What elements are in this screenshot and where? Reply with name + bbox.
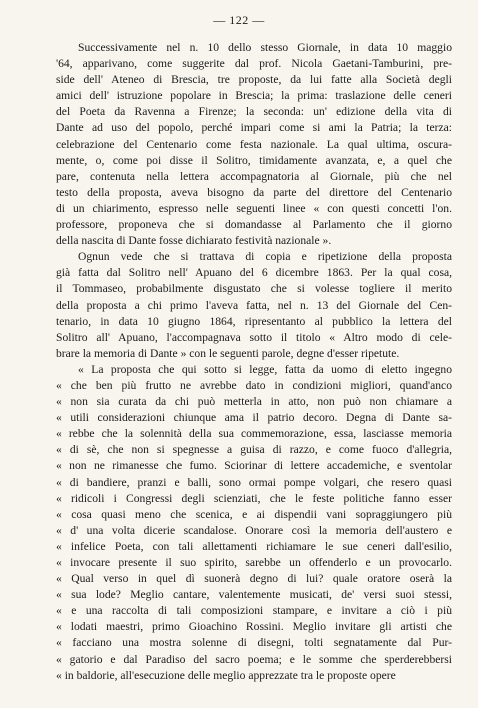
text-line: « in baldorie, all'esecuzione delle meglio apprezzate tra le proposte opere	[56, 668, 396, 682]
text-line: « non sia curata da chi può metterla in atto, non può non chiamare a	[56, 395, 452, 409]
text-line: testo della proposta, aveva bisogno da parte del direttore del Centenario	[56, 185, 452, 199]
text-line: « invocare presente il suo spirito, sarebbe un offenderlo e un provocarlo.	[56, 556, 452, 569]
paragraph	[56, 249, 452, 362]
text-line: pare, contenuta nella lettera accompagnatoria al Giornale, più che nel	[56, 169, 452, 183]
text-line: « utili considerazioni chiunque ama il patrio decoro. Degna di Dante sa-	[56, 411, 452, 425]
text-line: « di sè, che non si spegnesse a guisa di razzo, e come fuoco d'allegria,	[56, 443, 452, 457]
text-line: « gatorio e dal Paradiso del sacro poema; e le somme che sperderebbersi	[56, 652, 452, 666]
text-line: « che ben più frutto ne avrebbe dato in condizioni migliori, quand'anco	[56, 378, 452, 392]
text-line: della proposta a chi primo l'aveva fatta, nel n. 13 del Giornale del Cen-	[56, 298, 452, 312]
text-line: Successivamente nel n. 10 dello stesso Giornale, in data 10 maggio	[78, 41, 452, 54]
text-line: « rebbe che la solennità della sua commemorazione, essa, lasciasse memoria	[56, 427, 452, 441]
text-line: del Poeta da Ravenna a Firenze; la seconda: un' edizione della vita di	[56, 105, 452, 119]
text-line: « e una raccolta di tali composizioni stampare, e invitare a ciò i più	[56, 604, 452, 618]
text-line: mente, o, come poi disse il Solitro, timidamente avanzata, e, a quel che	[56, 153, 452, 167]
text-line: professore, proponeva che si domandasse al Parlamento che il giorno	[56, 218, 452, 232]
text-line: tenario, in data 10 giugno 1864, ripresentanto al pubblico la lettera del	[56, 314, 452, 328]
text-line: « sua lode? Meglio cantare, valentemente musicati, de' versi suoi stessi,	[56, 588, 452, 602]
text-line: celebrazione del Centenario come festa nazionale. La qual ultima, oscura-	[56, 137, 452, 151]
text-line: side dell' Ateneo di Brescia, tre proposte, da lui fatte alla Società degli	[56, 73, 452, 87]
paragraph	[56, 40, 452, 249]
text-line: Dante ad uso del popolo, perché impari come si ami la Patria; la terza:	[56, 121, 452, 135]
text-line: « ridicoli i Congressi degli scienziati, che le feste politiche fanno esser	[56, 491, 452, 505]
text-line: di un chiarimento, espresso nelle seguenti linee « con questi concetti l'on.	[56, 201, 452, 215]
text-line: « d' una volta dicerie scandalose. Onorare così la memoria dell'austero e	[56, 523, 452, 537]
paragraph	[56, 362, 452, 684]
text-line: amici dell' istruzione popolare in Brescia; la prima: traslazione delle ceneri	[56, 89, 452, 103]
text-line: già fatta dal Solitro nell' Apuano del 6 dicembre 1863. Per la qual cosa,	[56, 266, 452, 280]
text-line: Ognun vede che si trattava di copia e ripetizione della proposta	[78, 250, 452, 264]
text-line: « di bandiere, pranzi e balli, sono ormai pompe volgari, che resero quasi	[56, 475, 452, 489]
text-line: il Tommaseo, probabilmente disgustato che si volesse togliere il merito	[56, 282, 452, 296]
text-line: della nascita di Dante fosse dichiarato festività nazionale ».	[56, 234, 332, 248]
text-line: Solitro all' Apuano, l'accompagnava sotto il titolo « Altro modo di cele-	[56, 330, 452, 344]
text-line: « Qual verso in quel dì suonerà degno di lui? quale oratore oserà la	[56, 572, 452, 586]
text-line: « facciano una mostra solenne di disegni, tolti segnatamente dal Pur-	[56, 636, 452, 650]
text-line: « infelice Poeta, con tali allettamenti richiamare le sue ceneri dall'esilio,	[56, 539, 452, 553]
text-line: « cosa quasi meno che scenica, e ai dispendii vani sopraggiungero più	[56, 507, 452, 521]
body-text	[56, 40, 452, 684]
page-number: — 122 —	[213, 13, 265, 27]
text-line: « La proposta che qui sotto si legge, fatta da uomo di eletto ingegno	[78, 362, 452, 376]
text-line: « non ne rimanesse che fumo. Sciorinar di lettere accademiche, e sventolar	[56, 459, 452, 473]
text-line: brare la memoria di Dante » con le seguenti parole, degne d'esser ripetute.	[56, 346, 400, 360]
text-line: '64, apparivano, come suggerite dal prof. Nicola Gaetani-Tamburini, pre-	[56, 57, 452, 71]
text-line: « lodati maestri, primo Gioachino Rossini. Meglio invitare gli artisti che	[56, 620, 452, 634]
